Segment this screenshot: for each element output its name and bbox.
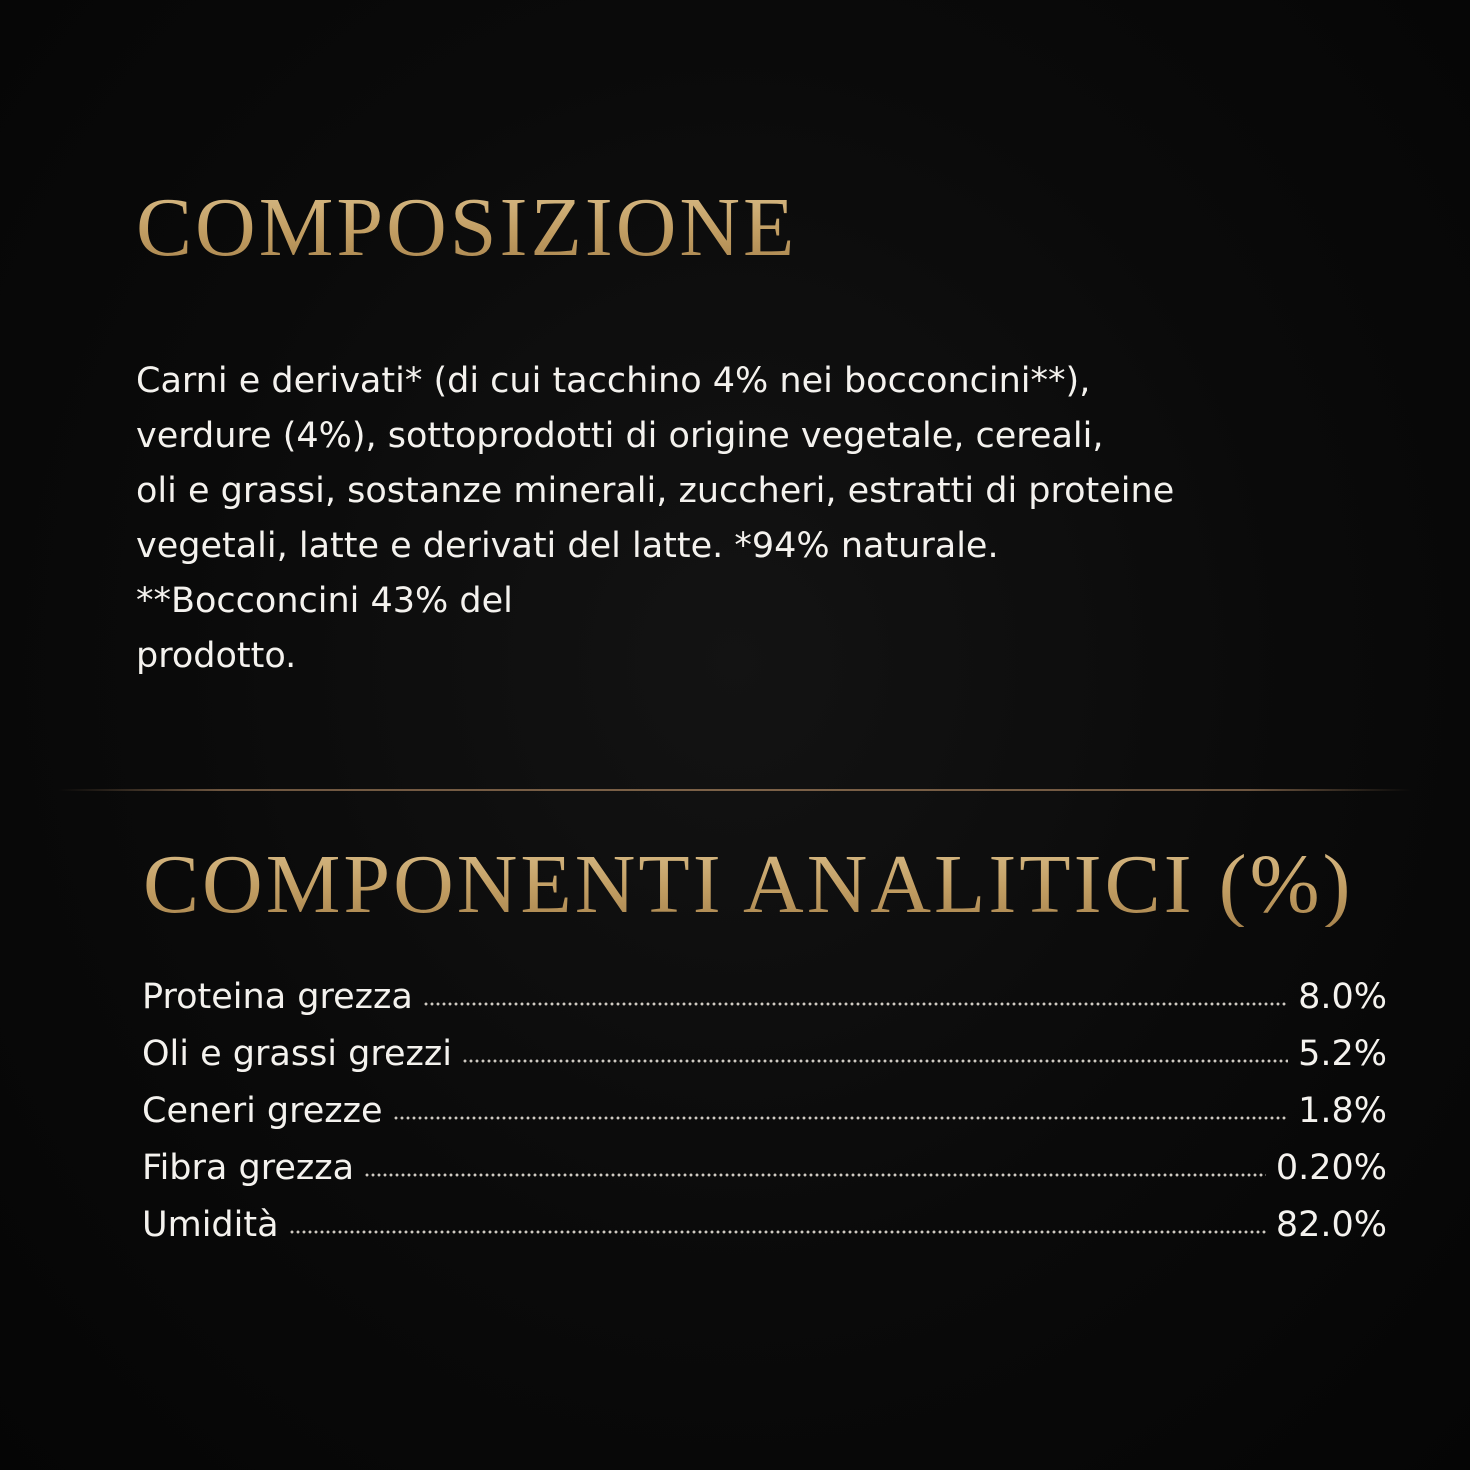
analytical-row (142, 1026, 1387, 1083)
composition-line: Carni e derivati* (di cui tacchino 4% nei bocconcini**), (136, 361, 1091, 401)
composition-text (136, 354, 1376, 684)
analytical-row (142, 969, 1387, 1026)
analytical-row-value: 8.0% (1298, 977, 1387, 1017)
analytical-row-label: Oli e grassi grezzi (142, 1034, 452, 1074)
analytical-row-label: Umidità (142, 1205, 279, 1245)
composition-line: **Bocconcini 43% del (136, 581, 513, 621)
analytical-row-value: 0.20% (1275, 1148, 1387, 1188)
composition-line: prodotto. (136, 636, 297, 676)
composition-line: vegetali, latte e derivati del latte. *94% naturale. (136, 526, 999, 566)
composition-line: oli e grassi, sostanze minerali, zuccheri, estratti di proteine (136, 471, 1175, 511)
composition-line: verdure (4%), sottoprodotti di origine vegetale, cereali, (136, 416, 1104, 456)
analytical-row-value: 82.0% (1275, 1205, 1387, 1245)
analytical-components-table (142, 969, 1387, 1254)
analytical-row (142, 1197, 1387, 1254)
section-divider (58, 789, 1412, 791)
dot-leader (393, 1116, 1289, 1120)
dot-leader (364, 1173, 1266, 1177)
analytical-row-label: Fibra grezza (142, 1148, 355, 1188)
dot-leader (423, 1002, 1288, 1006)
componenti-analitici-heading: COMPONENTI ANALITICI (%) (143, 838, 1354, 931)
analytical-row-label: Proteina grezza (142, 977, 413, 1017)
analytical-row (142, 1140, 1387, 1197)
analytical-row-value: 1.8% (1298, 1091, 1387, 1131)
analytical-row (142, 1083, 1387, 1140)
dot-leader (462, 1059, 1288, 1063)
dot-leader (289, 1230, 1266, 1234)
composizione-heading: COMPOSIZIONE (136, 181, 798, 274)
analytical-row-value: 5.2% (1298, 1034, 1387, 1074)
analytical-row-label: Ceneri grezze (142, 1091, 383, 1131)
